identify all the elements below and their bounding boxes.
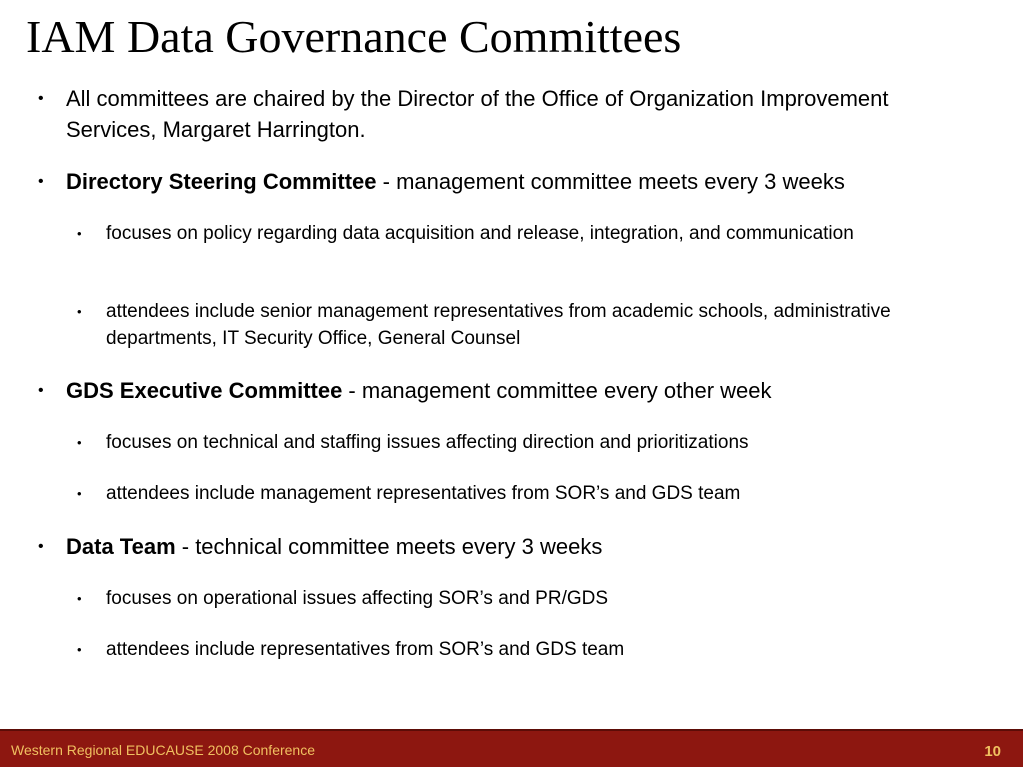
- sub-bullet-icon: •: [77, 642, 82, 657]
- bullet-item: [38, 83, 946, 145]
- sub-bullet-text: focuses on technical and staffing issues affecting direction and prioritizations: [106, 432, 749, 453]
- bullet-item: [38, 375, 966, 406]
- conference-name: Western Regional EDUCAUSE 2008 Conference: [11, 742, 316, 758]
- sub-bullet-item: [77, 480, 986, 507]
- sub-bullet-icon: •: [77, 435, 82, 450]
- bullet-icon: •: [38, 382, 44, 399]
- sub-bullet-text: attendees include management representatives from SOR’s and GDS team: [106, 483, 741, 504]
- sub-bullet-icon: •: [77, 486, 82, 501]
- committee-name: Directory Steering Committee: [66, 169, 377, 194]
- sub-bullet-item: [77, 220, 896, 247]
- committee-name: Data Team: [66, 534, 176, 559]
- sub-bullet-item: [77, 636, 986, 663]
- footer-bar: [0, 729, 1023, 767]
- committee-description: - technical committee meets every 3 weeks: [175, 534, 603, 559]
- sub-bullet-icon: •: [77, 226, 82, 241]
- sub-bullet-text: attendees include representatives from SOR’s and GDS team: [106, 639, 625, 660]
- sub-bullet-icon: •: [77, 591, 82, 606]
- committee-description: - management committee meets every 3 weeks: [376, 169, 845, 194]
- page-number: 10: [984, 743, 1001, 760]
- bullet-text: All committees are chaired by the Director of the Office of Organization Improvement Services, Margaret Harrington.: [66, 86, 889, 142]
- committee-name: GDS Executive Committee: [66, 378, 343, 403]
- sub-bullet-text: attendees include senior management representatives from academic schools, administrative departments, IT Security Office, General Counsel: [106, 301, 891, 349]
- sub-bullet-icon: •: [77, 304, 82, 319]
- sub-bullet-text: focuses on policy regarding data acquisition and release, integration, and communication: [106, 223, 854, 244]
- bullet-icon: •: [38, 173, 44, 190]
- committee-description: - management committee every other week: [342, 378, 772, 403]
- bullet-item: [38, 166, 1006, 197]
- sub-bullet-text: focuses on operational issues affecting SOR’s and PR/GDS: [106, 588, 609, 609]
- sub-bullet-item: [77, 585, 986, 612]
- bullet-icon: •: [38, 90, 44, 107]
- bullet-icon: •: [38, 538, 44, 555]
- slide-title: IAM Data Governance Committees: [26, 11, 682, 62]
- sub-bullet-item: [77, 298, 946, 352]
- bullet-item: [38, 531, 966, 562]
- sub-bullet-item: [77, 429, 986, 456]
